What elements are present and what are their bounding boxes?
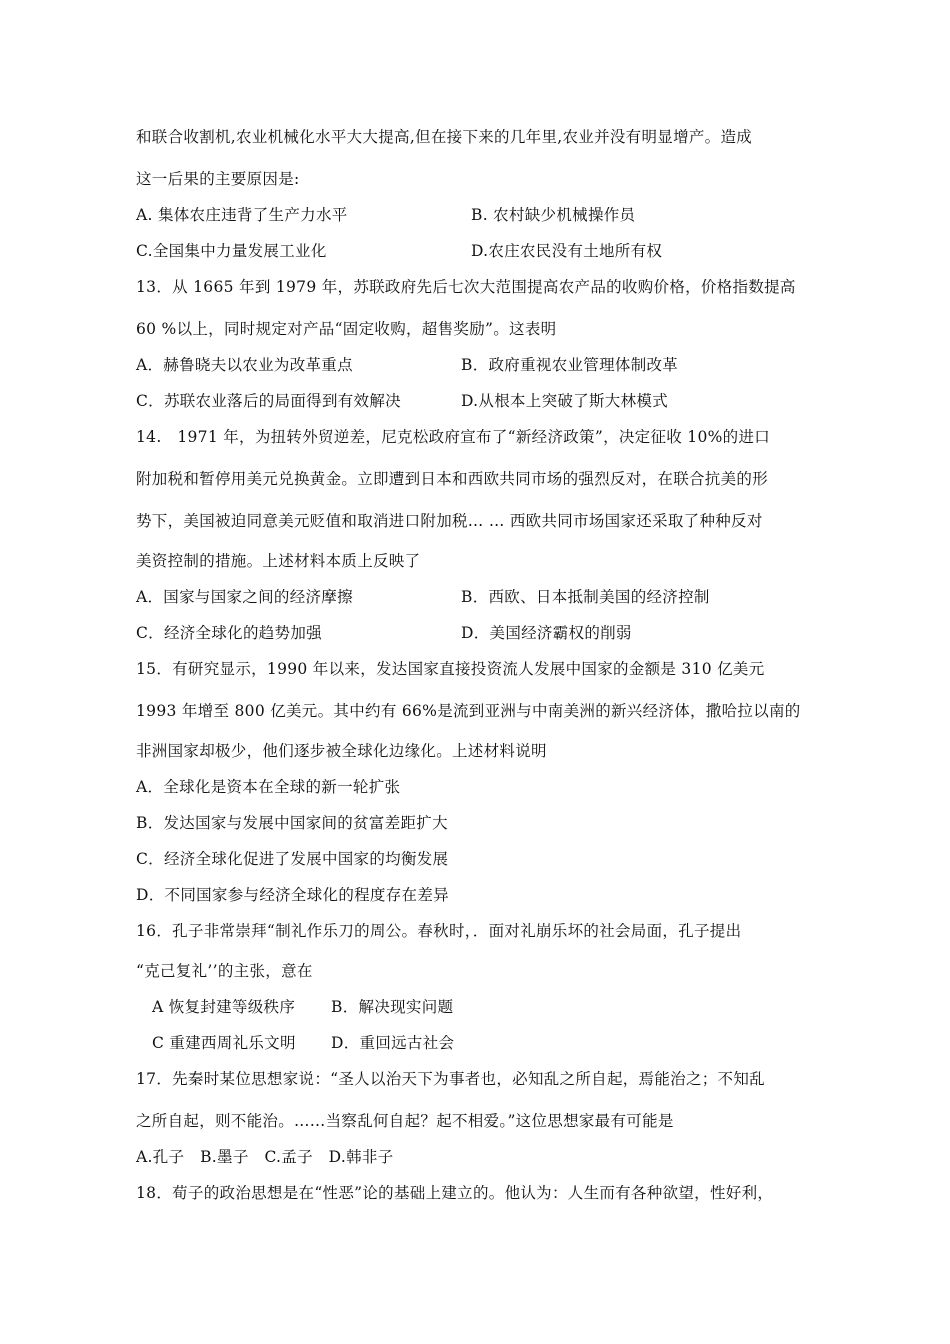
question-15-text: 15．有研究显示，1990 年以来，发达国家直接投资流人发展中国家的金额是 310 亿美元 — [136, 660, 765, 678]
option-c: C.全国集中力量发展工业化 — [136, 242, 327, 260]
option-d: D．美国经济霸权的削弱 — [461, 624, 632, 642]
option-d: D．重回远古社会 — [331, 1034, 455, 1052]
option-c: C．经济全球化促进了发展中国家的均衡发展 — [136, 850, 449, 868]
text-line: 这一后果的主要原因是: — [136, 170, 300, 188]
question-14-text: 美资控制的措施。上述材料本质上反映了 — [136, 552, 421, 570]
option-b: B．发达国家与发展中国家间的贫富差距扩大 — [136, 814, 448, 832]
option-d: D．不同国家参与经济全球化的程度存在差异 — [136, 886, 449, 904]
option-a: A 恢复封建等级秩序 — [152, 998, 296, 1016]
option-d: D.从根本上突破了斯大林模式 — [461, 392, 669, 410]
question-17-text: 17．先秦时某位思想家说：“圣人以治天下为事者也，必知乱之所自起，焉能治之；不知乱 — [136, 1070, 765, 1088]
option-d: D.农庄农民没有土地所有权 — [471, 242, 663, 260]
option-b: B．西欧、日本抵制美国的经济控制 — [461, 588, 710, 606]
question-17-text: 之所自起，则不能治。……当察乱何自起？起不相爱。”这位思想家最有可能是 — [136, 1112, 674, 1130]
option-c: C．经济全球化的趋势加强 — [136, 624, 322, 642]
option-a: A. 集体农庄违背了生产力水平 — [136, 206, 348, 224]
question-16-text: “克己复礼’’的主张，意在 — [136, 962, 313, 980]
option-b: B．解决现实问题 — [331, 998, 454, 1016]
question-18-text: 18．荀子的政治思想是在“性恶”论的基础上建立的。他认为：人生而有各种欲望，性好利， — [136, 1184, 774, 1202]
question-13-text: 60 %以上，同时规定对产品“固定收购，超售奖励”。这表明 — [136, 320, 557, 338]
text-line: 和联合收割机,农业机械化水平大大提高,但在接下来的几年里,农业并没有明显增产。造成 — [136, 128, 753, 146]
option-c: C．苏联农业落后的局面得到有效解决 — [136, 392, 401, 410]
question-14-text: 势下，美国被迫同意美元贬值和取消进口附加税… … 西欧共同市场国家还采取了种种反对 — [136, 512, 763, 530]
option-b: B．政府重视农业管理体制改革 — [461, 356, 679, 374]
question-15-text: 1993 年增至 800 亿美元。其中约有 66%是流到亚洲与中南美洲的新兴经济体，撒哈拉以南的 — [136, 702, 801, 720]
question-17-options: A.孔子 B.墨子 C.孟子 D.韩非子 — [136, 1148, 394, 1166]
option-b: B. 农村缺少机械操作员 — [471, 206, 636, 224]
question-15-text: 非洲国家却极少，他们逐步被全球化边缘化。上述材料说明 — [136, 742, 547, 760]
question-14-text: 附加税和暂停用美元兑换黄金。立即遭到日本和西欧共同市场的强烈反对，在联合抗美的形 — [136, 470, 769, 488]
question-13-text: 13．从 1665 年到 1979 年，苏联政府先后七次大范围提高农产品的收购价格，价格指数提高 — [136, 278, 796, 296]
option-a: A．全球化是资本在全球的新一轮扩张 — [136, 778, 401, 796]
question-16-text: 16．孔子非常崇拜“制礼作乐刀的周公。春秋时，．面对礼崩乐坏的社会局面，孔子提出 — [136, 922, 742, 940]
option-a: A．赫鲁晓夫以农业为改革重点 — [136, 356, 353, 374]
question-14-text: 14. 1971 年，为扭转外贸逆差，尼克松政府宣布了“新经济政策”，决定征收 10%的进口 — [136, 428, 771, 446]
option-c: C 重建西周礼乐文明 — [152, 1034, 296, 1052]
option-a: A．国家与国家之间的经济摩擦 — [136, 588, 353, 606]
